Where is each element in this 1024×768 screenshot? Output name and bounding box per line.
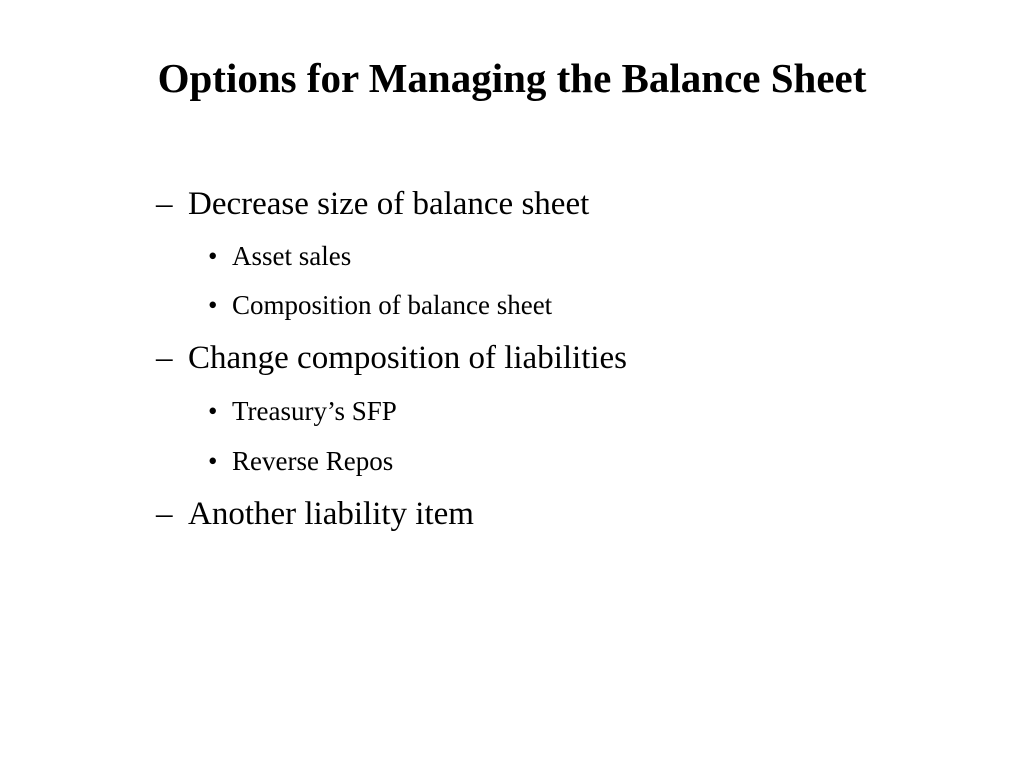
sub-list-item <box>208 287 552 323</box>
list-item-text: Change composition of liabilities <box>188 340 628 376</box>
list-item <box>156 336 627 380</box>
sub-list-item <box>208 393 397 429</box>
sub-list-item-text: Treasury’s SFP <box>232 396 397 426</box>
bullet-marker: • <box>208 396 218 426</box>
sub-list-item <box>208 238 351 274</box>
sub-list-item-text: Composition of balance sheet <box>232 290 553 320</box>
bullet-marker: • <box>208 446 218 476</box>
list-item <box>156 492 474 536</box>
bullet-marker: • <box>208 290 218 320</box>
dash-marker: – <box>156 496 173 532</box>
sub-list-item-text: Asset sales <box>232 241 352 271</box>
sub-list-item <box>208 443 393 479</box>
list-item-text: Another liability item <box>188 496 474 532</box>
dash-marker: – <box>156 186 173 222</box>
list-item-text: Decrease size of balance sheet <box>188 186 590 222</box>
slide-title: Options for Managing the Balance Sheet <box>157 55 867 101</box>
sub-list-item-text: Reverse Repos <box>232 446 394 476</box>
list-item <box>156 182 589 226</box>
bullet-marker: • <box>208 241 218 271</box>
dash-marker: – <box>156 340 173 376</box>
